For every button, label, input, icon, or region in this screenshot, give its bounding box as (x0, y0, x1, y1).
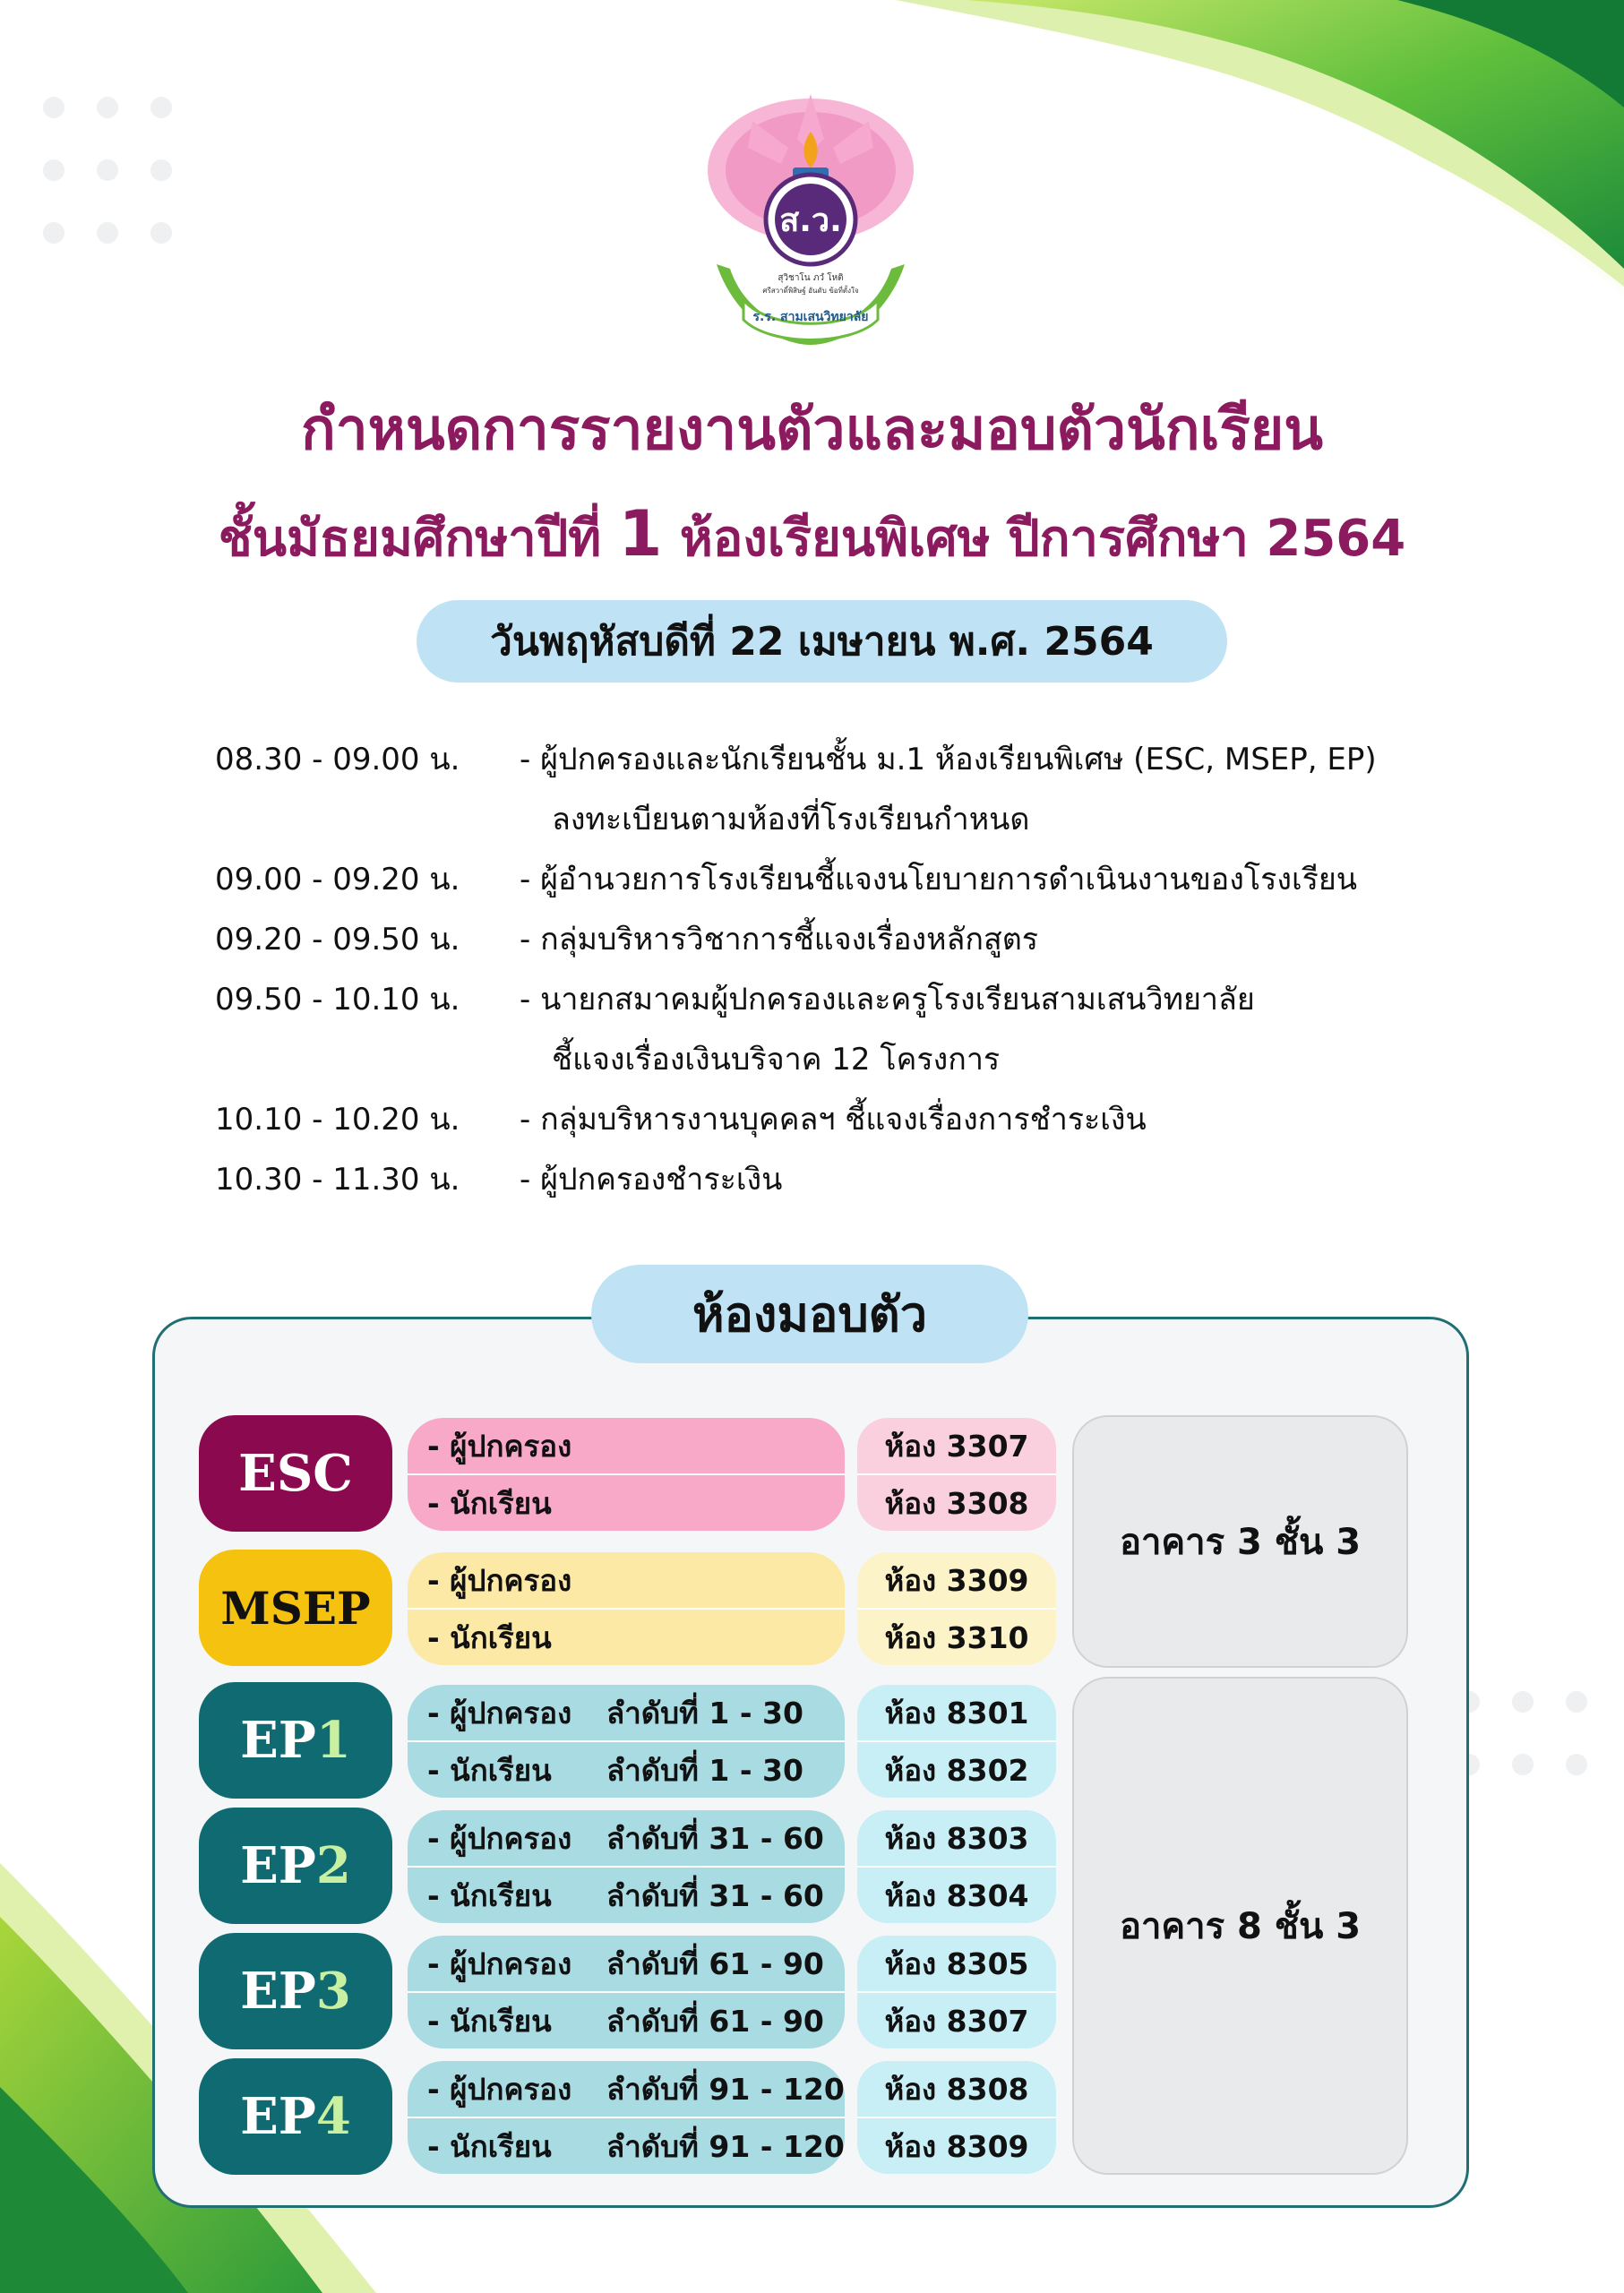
attendee-row (408, 1993, 845, 2048)
badge-label: EP (240, 1962, 316, 2021)
attendee-range: ลำดับที่ 1 - 30 (606, 1752, 803, 1788)
schedule-row (215, 910, 1505, 970)
room-number: ห้อง 8304 (884, 1877, 1029, 1913)
room-number-box (857, 1418, 1056, 1531)
room-heading: ห้องมอบตัว (591, 1265, 1028, 1363)
group-badge (199, 1415, 392, 1532)
attendee-box (408, 1552, 845, 1665)
logo-ring-text: ศรีสวาดิ์พิสิษฐ์ อันดับ ข้อที่ตั้งใจ (762, 287, 859, 295)
attendee-box (408, 2061, 845, 2174)
group-badge (199, 2058, 392, 2175)
subtitle-part-2: ห้องเรียนพิเศษ ปีการศึกษา 2564 (662, 510, 1406, 568)
logo-seal-text: ส.ว. (779, 202, 842, 239)
schedule-time: 08.30 - 09.00 น. (215, 742, 460, 777)
schedule-time: 10.30 - 11.30 น. (215, 1162, 460, 1198)
schedule-time: 09.20 - 09.50 น. (215, 922, 460, 958)
date-pill: วันพฤหัสบดีที่ 22 เมษายน พ.ศ. 2564 (417, 600, 1227, 683)
attendee-type: - ผู้ปกครอง (427, 1562, 572, 1598)
group-badge (199, 1550, 392, 1666)
attendee-type: - ผู้ปกครอง (427, 1820, 572, 1856)
badge-label: EP (240, 1711, 316, 1770)
logo-motto: สุวิชาโน ภวํ โหติ (778, 273, 844, 283)
attendee-row (408, 2061, 845, 2118)
attendee-range: ลำดับที่ 91 - 120 (606, 2071, 845, 2107)
room-number: ห้อง 3308 (884, 1485, 1029, 1521)
attendee-box (408, 1418, 845, 1531)
attendee-range: ลำดับที่ 1 - 30 (606, 1695, 803, 1730)
subtitle-grade-number: 1 (618, 497, 663, 571)
attendee-type: - นักเรียน (427, 2003, 552, 2039)
room-number: ห้อง 8302 (884, 1752, 1029, 1788)
attendee-type: - นักเรียน (427, 1619, 552, 1655)
room-number-box (857, 1552, 1056, 1665)
room-number-box (857, 1936, 1056, 2048)
attendee-row (408, 1742, 845, 1798)
badge-number: 3 (315, 1962, 351, 2021)
room-number-box (857, 1685, 1056, 1798)
schedule-row (215, 970, 1505, 1090)
schedule-time: 10.10 - 10.20 น. (215, 1102, 460, 1138)
schedule-row (215, 850, 1505, 910)
schedule-row (215, 1150, 1505, 1210)
badge-number: 1 (315, 1711, 351, 1770)
badge-label: EP (240, 1836, 316, 1895)
room-number-box (857, 2061, 1056, 2174)
schedule-description (520, 730, 1505, 850)
attendee-type: - ผู้ปกครอง (427, 1695, 572, 1730)
school-logo (699, 85, 923, 354)
group-badge (199, 1808, 392, 1924)
badge-number: 2 (315, 1836, 351, 1895)
schedule-line: - นายกสมาคมผู้ปกครองและครูโรงเรียนสามเสนวิทยาลัย (520, 982, 1255, 1018)
room-number-box (857, 1810, 1056, 1923)
schedule-row (215, 730, 1505, 850)
attendee-range: ลำดับที่ 61 - 90 (606, 1945, 824, 1981)
schedule-line: - ผู้อำนวยการโรงเรียนชี้แจงนโยบายการดำเนินงานของโรงเรียน (520, 862, 1357, 897)
attendee-type: - นักเรียน (427, 1485, 552, 1521)
schedule-line: - กลุ่มบริหารวิชาการชี้แจงเรื่องหลักสูตร (520, 922, 1039, 958)
schedule-line: - ผู้ปกครองและนักเรียนชั้น ม.1 ห้องเรียนพิเศษ (ESC, MSEP, EP) (520, 742, 1377, 777)
schedule-list (215, 730, 1505, 1210)
attendee-row (408, 1685, 845, 1742)
badge-number: 4 (315, 2087, 351, 2146)
schedule-line: - กลุ่มบริหารงานบุคคลฯ ชี้แจงเรื่องการชำระเงิน (520, 1102, 1147, 1138)
schedule-row (215, 1090, 1505, 1150)
room-number: ห้อง 8301 (857, 1685, 1056, 1742)
attendee-row (408, 1552, 845, 1610)
attendee-row (408, 1810, 845, 1868)
attendee-box (408, 1936, 845, 2048)
schedule-description (520, 1150, 1505, 1210)
page-title: กำหนดการรายงานตัวและมอบตัวนักเรียน (300, 397, 1324, 463)
badge-label: MSEP (220, 1581, 371, 1635)
attendee-row (408, 1868, 845, 1923)
group-badge (199, 1933, 392, 2049)
attendee-type: - นักเรียน (427, 2128, 552, 2164)
schedule-description (520, 1090, 1505, 1150)
attendee-type: - ผู้ปกครอง (427, 1945, 572, 1981)
room-number: ห้อง 8309 (884, 2128, 1029, 2164)
badge-label: EP (240, 2087, 316, 2146)
attendee-range: ลำดับที่ 31 - 60 (606, 1877, 824, 1913)
attendee-box (408, 1685, 845, 1798)
group-badge (199, 1682, 392, 1799)
attendee-range: ลำดับที่ 61 - 90 (606, 2003, 824, 2039)
attendee-range: ลำดับที่ 31 - 60 (606, 1820, 824, 1856)
room-number: ห้อง 3309 (857, 1552, 1056, 1610)
room-number: ห้อง 8303 (857, 1810, 1056, 1868)
attendee-row (408, 2118, 845, 2174)
badge-label: ESC (238, 1444, 353, 1503)
room-number: ห้อง 3310 (884, 1619, 1029, 1655)
logo-school-name: ร.ร. สามเสนวิทยาลัย (752, 310, 869, 324)
attendee-box (408, 1810, 845, 1923)
page-subtitle (0, 497, 1624, 578)
room-number: ห้อง 8308 (857, 2061, 1056, 2118)
schedule-line: ลงทะเบียนตามห้องที่โรงเรียนกำหนด (552, 802, 1030, 837)
room-number: ห้อง 3307 (857, 1418, 1056, 1475)
attendee-type: - ผู้ปกครอง (427, 1428, 572, 1464)
attendee-range: ลำดับที่ 91 - 120 (606, 2128, 845, 2164)
schedule-line: - ผู้ปกครองชำระเงิน (520, 1162, 783, 1198)
schedule-time: 09.50 - 10.10 น. (215, 982, 460, 1018)
attendee-type: - ผู้ปกครอง (427, 2071, 572, 2107)
room-number: ห้อง 8307 (884, 2003, 1029, 2039)
schedule-line: ชี้แจงเรื่องเงินบริจาค 12 โครงการ (552, 1042, 1001, 1078)
room-number: ห้อง 8305 (857, 1936, 1056, 1993)
attendee-type: - นักเรียน (427, 1752, 552, 1788)
attendee-row (408, 1475, 845, 1531)
building-3-label: อาคาร 3 ชั้น 3 (1072, 1415, 1408, 1668)
schedule-description (520, 850, 1505, 910)
attendee-row (408, 1610, 845, 1665)
attendee-row (408, 1418, 845, 1475)
schedule-time: 09.00 - 09.20 น. (215, 862, 460, 897)
attendee-type: - นักเรียน (427, 1877, 552, 1913)
schedule-description (520, 910, 1505, 970)
building-8-label: อาคาร 8 ชั้น 3 (1072, 1677, 1408, 2175)
attendee-row (408, 1936, 845, 1993)
schedule-description (520, 970, 1505, 1090)
subtitle-part-1: ชั้นมัธยมศึกษาปีที่ (218, 510, 619, 568)
